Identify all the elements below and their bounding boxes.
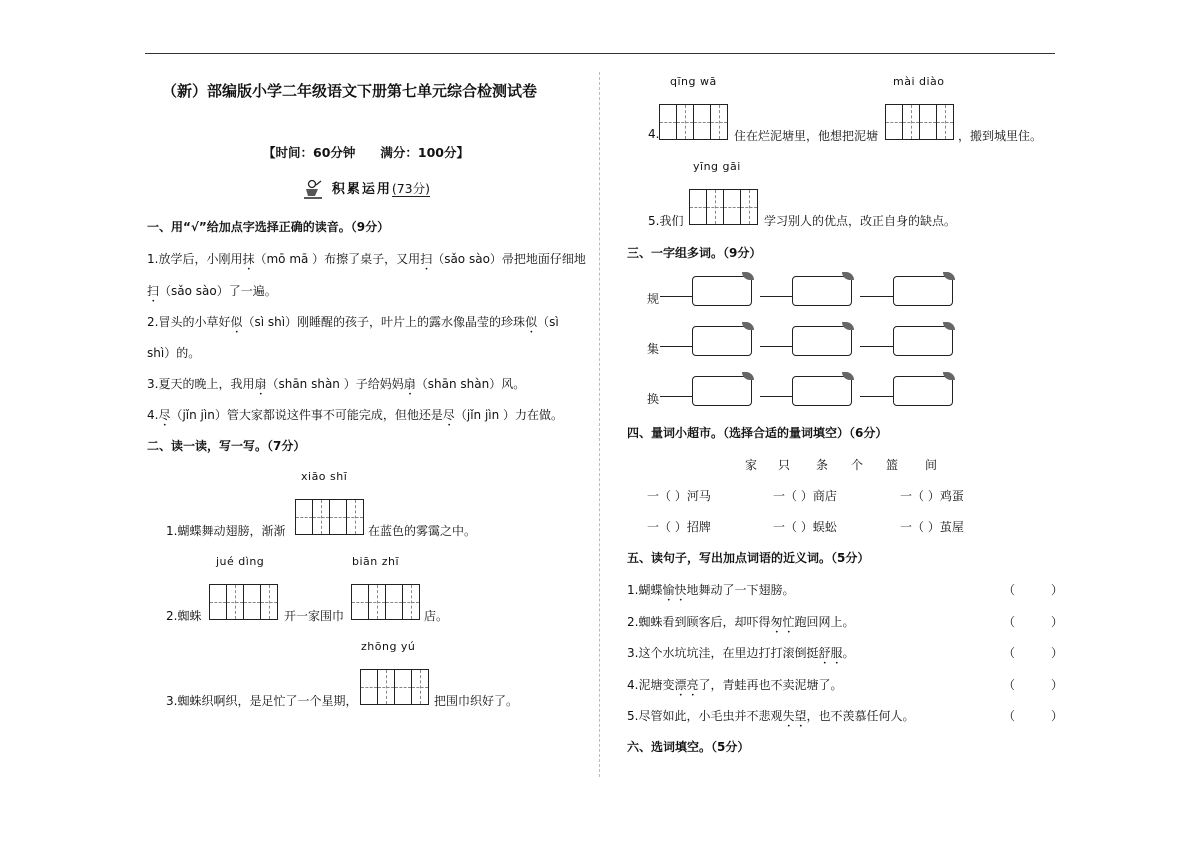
s6-heading: 六、选词填空。（5分） bbox=[627, 740, 750, 754]
s1-q3: 3.夏天的晚上，我用扇（shān shàn ）子给妈妈扇（shān shàn）风。 bbox=[147, 377, 526, 391]
s2-pinyin-2a: jué dìng bbox=[216, 555, 265, 568]
s1-q1-line1: 1.放学后，小刚用抹（mō mā ）布擦了桌子，又用扫（sǎo sào）帚把地面仔细地 bbox=[147, 252, 586, 266]
s2-q2-post: 店。 bbox=[424, 609, 449, 623]
s1-q2-line1: 2.冒头的小草好似（sì shì）刚睡醒的孩子，叶片上的露水像晶莹的珍珠似（sì bbox=[147, 315, 559, 329]
s3-heading: 三、一字组多词。（9分） bbox=[627, 246, 762, 260]
question-text: 地舞动了一下翅膀。 bbox=[686, 583, 795, 597]
answer-blank[interactable]: （ ） bbox=[1003, 709, 1064, 723]
word-box[interactable] bbox=[893, 326, 953, 356]
dotted-word: 失望 bbox=[782, 709, 807, 723]
dotted-word: 愉快 bbox=[662, 583, 687, 597]
s2-q4-post: ，搬到城里住。 bbox=[958, 129, 1043, 143]
connector-line bbox=[760, 396, 792, 398]
measure-item[interactable]: 一（ ）蜈蚣 bbox=[773, 520, 837, 534]
question-text: 4.泥塘变 bbox=[627, 677, 675, 692]
s2-q4-mid: 住在烂泥塘里，他想把泥塘 bbox=[734, 129, 879, 143]
question-text: 。 bbox=[842, 646, 855, 660]
writing-grid[interactable] bbox=[689, 189, 758, 225]
measure-word: 只 bbox=[778, 458, 791, 472]
section-header-label: 积累运用 bbox=[331, 182, 392, 197]
section-header-score: (73分) bbox=[391, 181, 431, 196]
word-box[interactable] bbox=[792, 276, 852, 306]
s2-pinyin-1: xiāo shī bbox=[301, 470, 348, 483]
s2-q4-pre: 4. bbox=[648, 127, 660, 141]
measure-word: 篮 bbox=[886, 458, 899, 472]
word-box[interactable] bbox=[692, 276, 752, 306]
column-divider bbox=[599, 72, 600, 777]
synonym-question bbox=[627, 707, 914, 730]
connector-line bbox=[660, 346, 692, 348]
s2-q5-post: 学习别人的优点，改正自身的缺点。 bbox=[764, 214, 957, 228]
s2-q3-post: 把围巾织好了。 bbox=[434, 694, 519, 708]
group-char: 集 bbox=[647, 342, 660, 356]
s2-heading: 二、读一读，写一写。（7分） bbox=[147, 439, 306, 453]
group-char: 规 bbox=[647, 292, 660, 306]
question-text: 跑回网上。 bbox=[794, 614, 855, 629]
s2-q1-pre: 1.蝴蝶舞动翅膀，渐渐 bbox=[166, 524, 286, 538]
word-box[interactable] bbox=[792, 326, 852, 356]
synonym-question bbox=[627, 581, 794, 604]
question-text: ，也不羡慕任何人。 bbox=[806, 709, 915, 723]
connector-line bbox=[660, 396, 692, 398]
answer-blank[interactable]: （ ） bbox=[1003, 614, 1064, 629]
s2-q2-mid: 开一家围巾 bbox=[284, 609, 345, 623]
measure-word: 个 bbox=[851, 458, 864, 472]
top-rule bbox=[145, 53, 1055, 54]
answer-blank[interactable]: （ ） bbox=[1003, 583, 1064, 597]
s1-heading: 一、用“√”给加点字选择正确的读音。（9分） bbox=[147, 220, 390, 234]
s2-pinyin-5: yīng gāi bbox=[693, 160, 741, 173]
s1-q4: 4.尽（jǐn jìn）管大家都说这件事不可能完成，但他还是尽（jǐn jìn ）力在做。 bbox=[147, 408, 564, 422]
writing-grid[interactable] bbox=[351, 584, 420, 620]
section-header bbox=[302, 178, 430, 201]
s2-pinyin-3: zhōng yú bbox=[361, 640, 416, 653]
writing-grid[interactable] bbox=[659, 104, 728, 140]
synonym-question bbox=[627, 644, 854, 667]
s2-q5-pre: 5.我们 bbox=[648, 214, 684, 228]
connector-line bbox=[860, 396, 893, 398]
answer-blank[interactable]: （ ） bbox=[1003, 646, 1064, 660]
writing-grid[interactable] bbox=[360, 669, 429, 705]
s4-heading: 四、量词小超市。（选择合适的量词填空）（6分） bbox=[627, 426, 888, 440]
page-title: （新）部编版小学二年级语文下册第七单元综合检测试卷 bbox=[162, 82, 538, 100]
question-text: 3.这个水坑坑洼，在里边打打滚倒挺 bbox=[627, 646, 819, 660]
s1-q1-line2: 扫（sǎo sào）了一遍。 bbox=[147, 284, 277, 298]
dotted-word: 漂亮 bbox=[674, 677, 699, 692]
measure-word: 条 bbox=[816, 458, 829, 472]
question-text: 1.蝴蝶 bbox=[627, 583, 663, 597]
question-text: 2.蜘蛛看到顾客后，却吓得 bbox=[627, 614, 771, 629]
question-text: 5.尽管如此，小毛虫并不悲观 bbox=[627, 709, 783, 723]
synonym-question bbox=[627, 676, 842, 699]
question-text: 了，青蛙再也不卖泥塘了。 bbox=[698, 677, 843, 692]
writing-grid[interactable] bbox=[885, 104, 954, 140]
measure-word: 间 bbox=[925, 458, 938, 472]
measure-item[interactable]: 一（ ）商店 bbox=[773, 489, 837, 503]
s2-q3-pre: 3.蜘蛛织啊织，是足忙了一个星期， bbox=[166, 694, 358, 708]
dotted-word: 匆忙 bbox=[770, 614, 795, 629]
connector-line bbox=[860, 346, 893, 348]
synonym-question bbox=[627, 613, 854, 636]
connector-line bbox=[860, 296, 893, 298]
answer-blank[interactable]: （ ） bbox=[1003, 677, 1064, 692]
word-box[interactable] bbox=[692, 326, 752, 356]
group-char: 换 bbox=[647, 392, 660, 406]
writing-figure-icon bbox=[302, 179, 324, 201]
time-info: 【时间：60分钟 满分：100分】 bbox=[263, 145, 469, 160]
s2-pinyin-2b: biān zhī bbox=[352, 555, 400, 568]
s5-heading: 五、读句子，写出加点词语的近义词。（5分） bbox=[627, 551, 870, 565]
word-box[interactable] bbox=[893, 276, 953, 306]
connector-line bbox=[760, 346, 792, 348]
connector-line bbox=[660, 296, 692, 298]
s2-pinyin-4b: mài diào bbox=[893, 75, 945, 88]
s1-q2-line2: shì）的。 bbox=[147, 346, 201, 360]
measure-word: 家 bbox=[745, 458, 758, 472]
measure-item[interactable]: 一（ ）茧屋 bbox=[900, 520, 964, 534]
measure-item[interactable]: 一（ ）招牌 bbox=[647, 520, 711, 534]
word-box[interactable] bbox=[792, 376, 852, 406]
s2-pinyin-4a: qīng wā bbox=[670, 75, 717, 88]
measure-item[interactable]: 一（ ）鸡蛋 bbox=[900, 489, 964, 503]
word-box[interactable] bbox=[692, 376, 752, 406]
s2-q2-pre: 2.蜘蛛 bbox=[166, 609, 202, 623]
word-box[interactable] bbox=[893, 376, 953, 406]
writing-grid[interactable] bbox=[209, 584, 278, 620]
measure-item[interactable]: 一（ ）河马 bbox=[647, 489, 711, 503]
dotted-word: 舒服 bbox=[818, 646, 843, 660]
s2-q1-post: 在蓝色的雾霭之中。 bbox=[368, 524, 477, 538]
writing-grid[interactable] bbox=[295, 499, 364, 535]
connector-line bbox=[760, 296, 792, 298]
